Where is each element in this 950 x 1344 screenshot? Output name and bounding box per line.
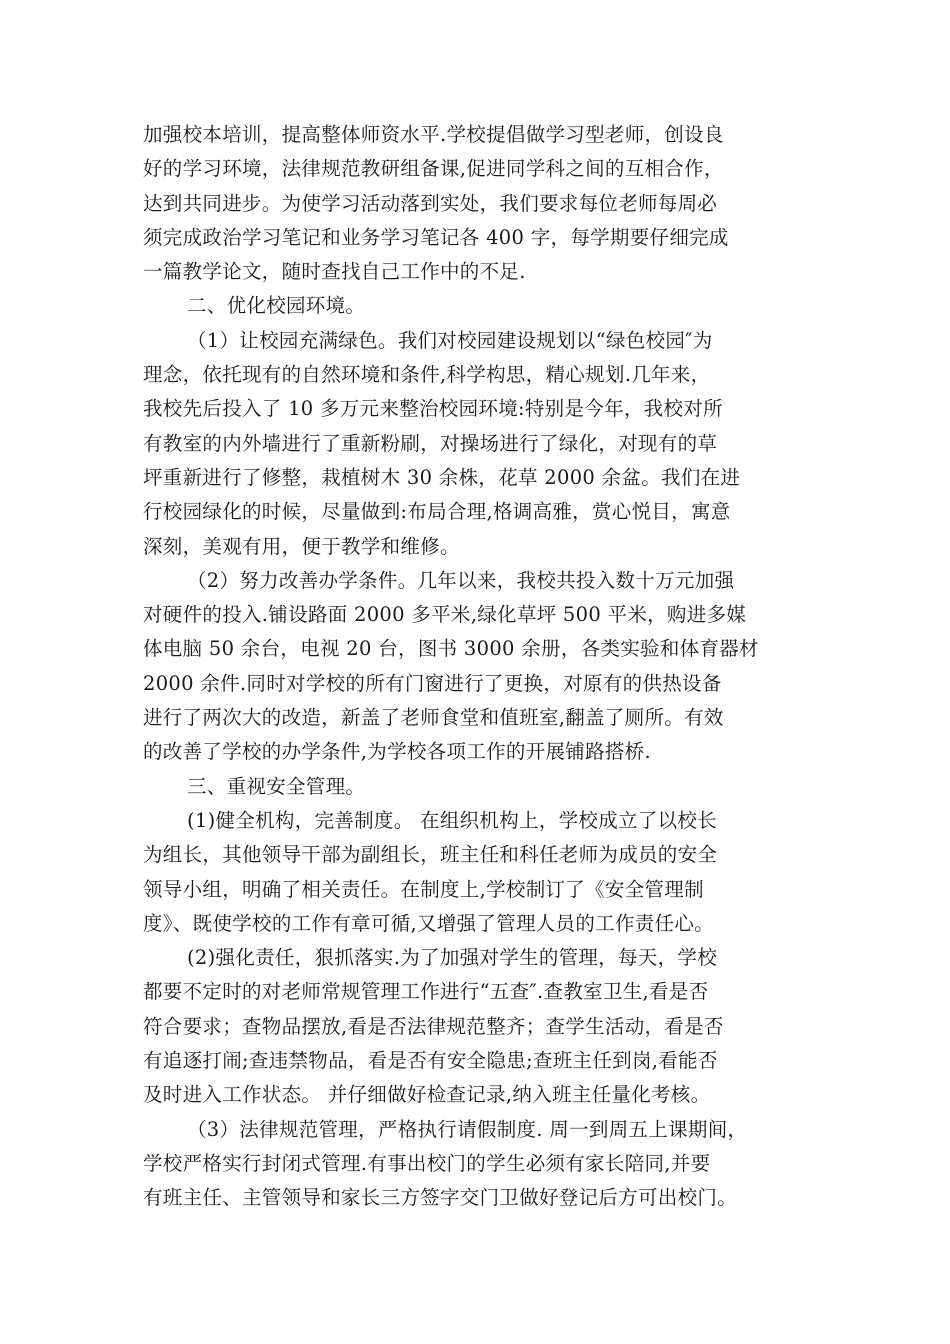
paragraph-line: 好的学习环境，法律规范教研组备课,促进同学科之间的互相合作，	[143, 157, 724, 181]
paragraph-line: 行校园绿化的时候，尽量做到:布局合理,格调高雅，赏心悦目，寓意	[143, 500, 731, 524]
paragraph-line: 度》、既使学校的工作有章可循,又增强了管理人员的工作责任心。	[143, 911, 714, 935]
paragraph-line: 进行了两次大的改造，新盖了老师食堂和值班室,翻盖了厕所。有效	[143, 706, 724, 730]
paragraph-first-line: （1）让校园充满绿色。我们对校园建设规划以“绿色校园″为	[187, 328, 713, 352]
paragraph-line: 一篇教学论文，随时查找自己工作中的不足.	[143, 260, 526, 284]
paragraph-line: 学校严格实行封闭式管理.有事出校门的学生必须有家长陪同,并要	[143, 1151, 711, 1175]
paragraph-line: 的改善了学校的办学条件,为学校各项工作的开展铺路搭桥.	[143, 740, 651, 764]
paragraph-line: 须完成政治学习笔记和业务学习笔记各 400 字，每学期要仔细完成	[143, 225, 729, 249]
paragraph-first-line: （2）努力改善办学条件。几年以来，我校共投入数十万元加强	[187, 568, 735, 592]
paragraph-line: 为组长，其他领导干部为副组长，班主任和科任老师为成员的安全	[143, 843, 718, 867]
paragraph-line: 我校先后投入了 10 多万元来整治校园环境:特别是今年，我校对所	[143, 397, 723, 421]
paragraph-first-line: 二、优化校园环境。	[187, 294, 366, 318]
paragraph-line: 领导小组，明确了相关责任。在制度上,学校制订了《安全管理制	[143, 877, 704, 901]
paragraph-line: 加强校本培训，提高整体师资水平.学校提倡做学习型老师，创设良	[143, 123, 724, 146]
paragraph-line: 2000 余件.同时对学校的所有门窗进行了更换，对原有的供热设备	[143, 671, 722, 695]
paragraph-first-line: (2)强化责任，狠抓落实.为了加强对学生的管理，每天，学校	[187, 946, 718, 970]
paragraph-first-line: （3）法律规范管理，严格执行请假制度. 周一到周五上课期间，	[187, 1117, 748, 1141]
paragraph-line: 有追逐打闹;查违禁物品，看是否有安全隐患;查班主任到岗,看能否	[143, 1049, 718, 1073]
paragraph-line: 坪重新进行了修整，栽植树木 30 余株，花草 2000 余盆。我们在进	[143, 465, 741, 489]
paragraph-first-line: 三、重视安全管理。	[187, 774, 366, 798]
paragraph-line: 有班主任、主管领导和家长三方签字交门卫做好登记后方可出校门。	[143, 1186, 738, 1210]
paragraph-line: 都要不定时的对老师常规管理工作进行“五查″.查教室卫生,看是否	[143, 980, 709, 1004]
paragraph-line: 深刻，美观有用，便于教学和维修。	[143, 534, 460, 558]
document-body	[143, 118, 823, 1216]
paragraph-line: 及时进入工作状态。 并仔细做好检查记录,纳入班主任量化考核。	[143, 1083, 711, 1107]
paragraph-line: 体电脑 50 余台，电视 20 台，图书 3000 余册，各类实验和体育器材	[143, 637, 759, 661]
paragraph-line: 对硬件的投入.铺设路面 2000 多平米,绿化草坪 500 平米，购进多媒	[143, 603, 747, 627]
paragraph-first-line: (1)健全机构，完善制度。 在组织机构上，学校成立了以校长	[187, 808, 718, 832]
paragraph-line: 达到共同进步。为使学习活动落到实处，我们要求每位老师每周必	[143, 191, 718, 215]
paragraph-line: 理念，依托现有的自然环境和条件,科学构思，精心规划.几年来，	[143, 363, 711, 387]
paragraph-line: 符合要求；查物品摆放,看是否法律规范整齐；查学生活动，看是否	[143, 1014, 724, 1038]
paragraph-line: 有教室的内外墙进行了重新粉刷，对操场进行了绿化，对现有的草	[143, 431, 718, 455]
